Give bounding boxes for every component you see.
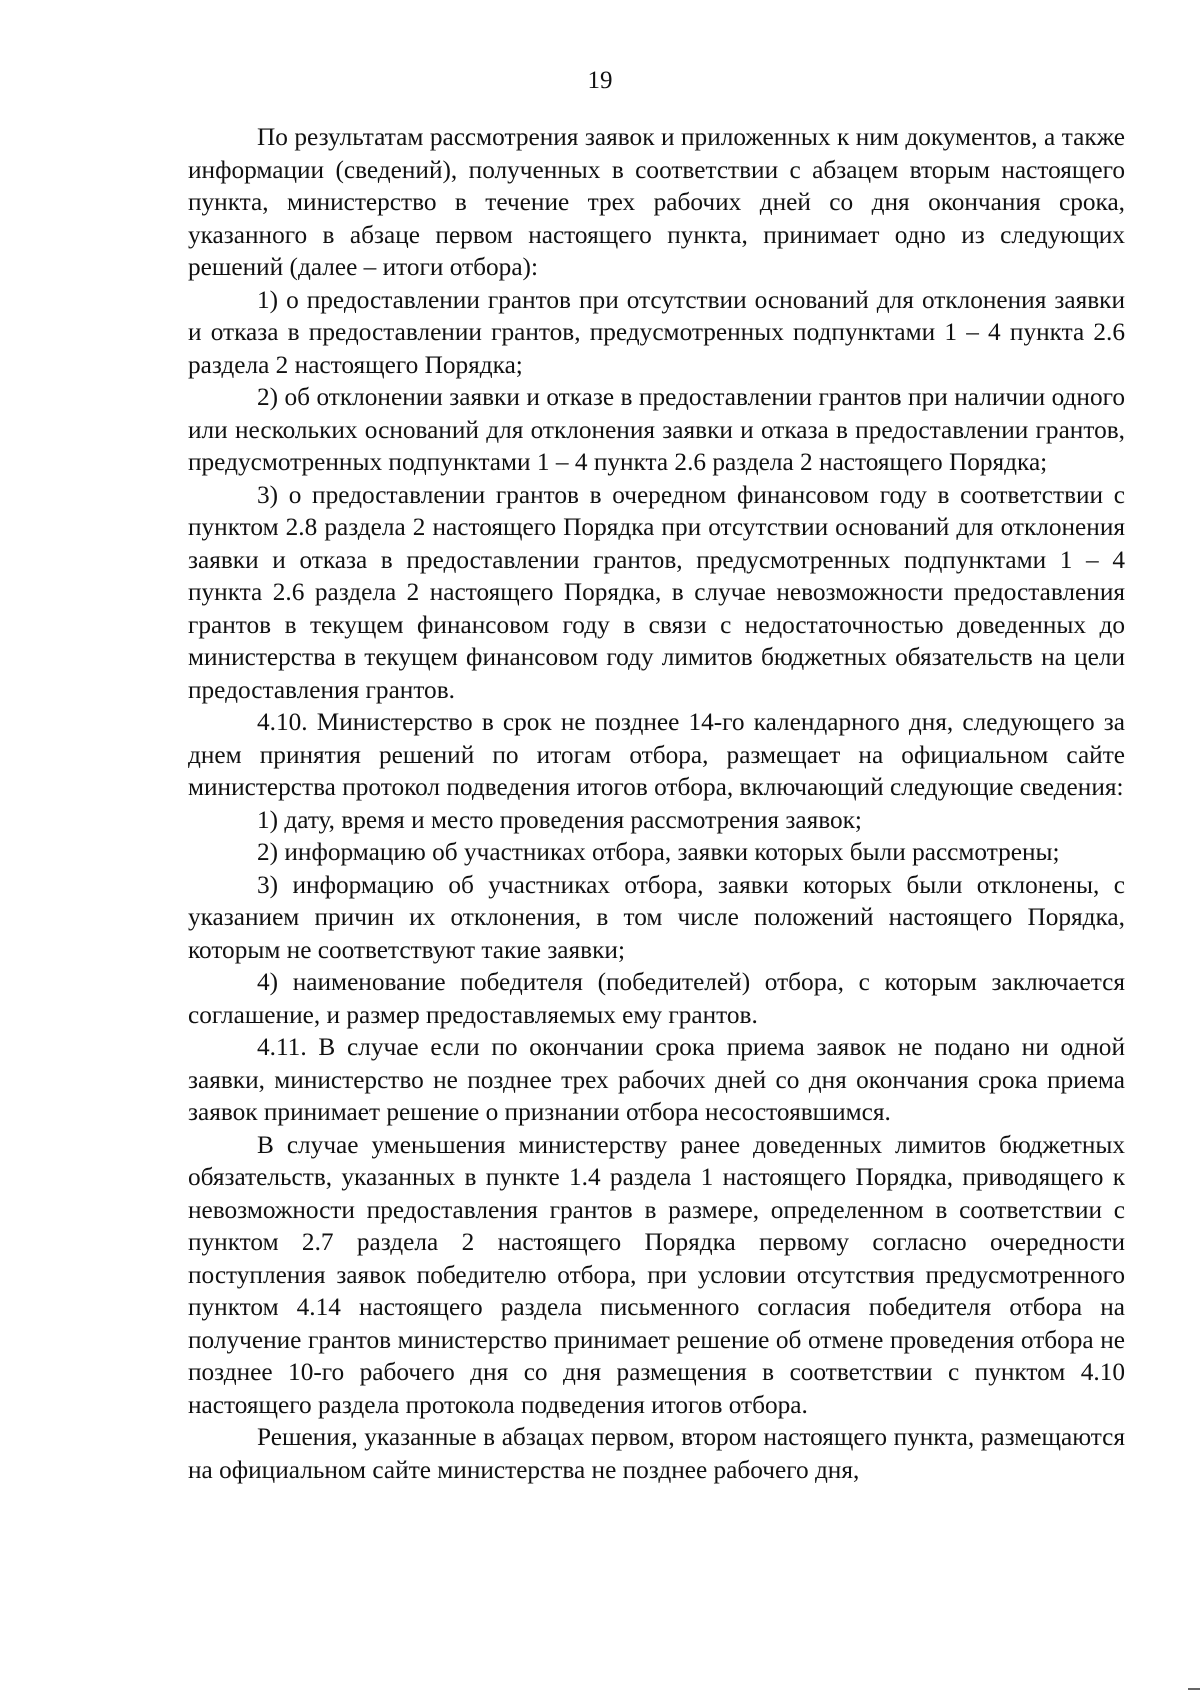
paragraph-protocol-item-3: 3) информацию об участниках отбора, заявки которых были отклонены, с указанием причин их отклонения, в том числе положений настоящего Порядка, которым не соответствуют такие заявки; [188,870,1125,964]
paragraph-section-4-11: 4.11. В случае если по окончании срока приема заявок не подано ни одной заявки, министерство не позднее трех рабочих дней со дня окончания срока приема заявок принимает решение о признании отбора несостоявшимся. [188,1033,1125,1126]
paragraph-decision-intro: По результатам рассмотрения заявок и приложенных к ним документов, а также информации (сведений), полученных в соответствии с абзацем вторым настоящего пункта, министерство в течение трех рабочих дней со дня окончания срока, указанного в абзаце первом настоящего пункта, принимает одно из следующих решений (далее – итоги отбора): [188,123,1125,281]
paragraph-decision-1: 1) о предоставлении грантов при отсутствии оснований для отклонения заявки и отказа в предоставлении грантов, предусмотренных подпунктами 1 – 4 пункта 2.6 раздела 2 настоящего Порядка; [188,285,1125,379]
page-number: 19 [587,67,613,94]
paragraph-decision-2: 2) об отклонении заявки и отказе в предоставлении грантов при наличии одного или нескольких оснований для отклонения заявки и отказа в предоставлении грантов, предусмотренных подпунктами 1 – 4 пункта 2.6 раздела 2 настоящего Порядка; [188,383,1125,476]
scan-edge-mark [1188,1688,1200,1690]
paragraph-protocol-item-2: 2) информацию об участниках отбора, заявки которых были рассмотрены; [257,838,1060,866]
document-body [188,121,1125,1486]
paragraph-protocol-item-4: 4) наименование победителя (победителей) отбора, с которым заключается соглашение, и размер предоставляемых ему грантов. [188,968,1125,1029]
paragraph-section-4-10: 4.10. Министерство в срок не позднее 14-го календарного дня, следующего за днем принятия решений по итогам отбора, размещает на официальном сайте министерства протокол подведения итогов отбора, включающий следующие сведения: [188,708,1125,801]
paragraph-protocol-item-1: 1) дату, время и место проведения рассмотрения заявок; [257,805,862,834]
paragraph-decision-3: 3) о предоставлении грантов в очередном финансовом году в соответствии с пунктом 2.8 раздела 2 настоящего Порядка при отсутствии оснований для отклонения заявки и отказа в предоставлении грантов, предусмотренных подпунктами 1 – 4 пункта 2.6 раздела 2 настоящего Порядка, в случае невозможности предоставления грантов в текущем финансовом году в связи с недостаточностью доведенных до министерства в текущем финансовом году лимитов бюджетных обязательств на цели предоставления грантов. [188,480,1125,704]
paragraph-limits-reduction: В случае уменьшения министерству ранее доведенных лимитов бюджетных обязательств, указанных в пункте 1.4 раздела 1 настоящего Порядка, приводящего к невозможности предоставления грантов в размере, определенном в соответствии с пунктом 2.7 раздела 2 настоящего Порядка первому согласно очередности поступления заявок победителю отбора, при условии отсутствия предусмотренного пунктом 4.14 настоящего раздела письменного согласия победителя отбора на получение грантов министерство принимает решение об отмене проведения отбора не позднее 10-го рабочего дня со дня размещения в соответствии с пунктом 4.10 настоящего раздела протокола подведения итогов отбора. [188,1130,1125,1419]
paragraph-decisions-publication: Решения, указанные в абзацах первом, втором настоящего пункта, размещаются на официальном сайте министерства не позднее рабочего дня, [188,1423,1125,1484]
